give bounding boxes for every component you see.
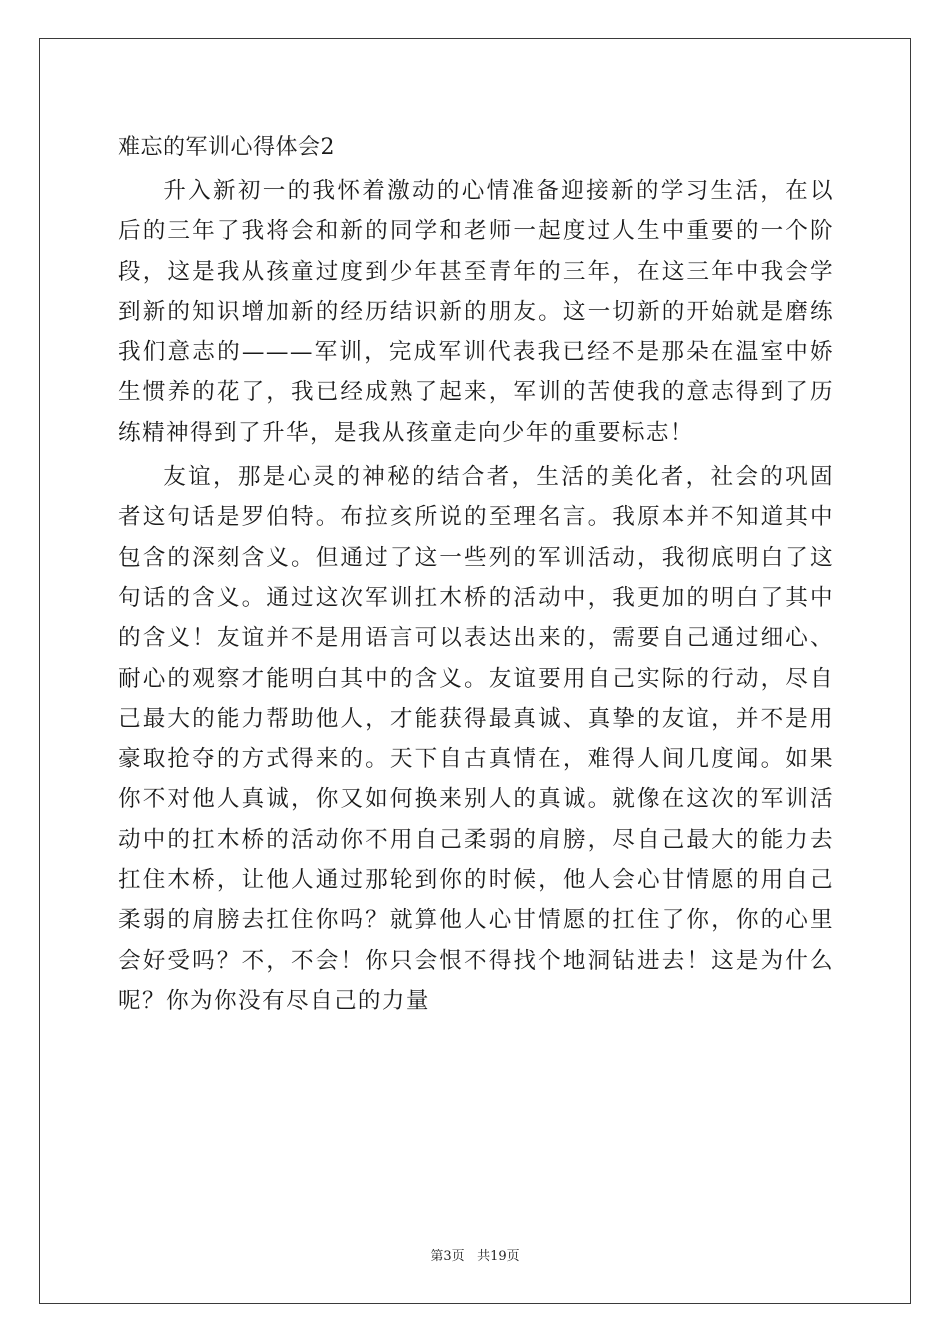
paragraph-1: 升入新初一的我怀着激动的心情准备迎接新的学习生活，在以后的三年了我将会和新的同学和老师一起度过人生中重要的一个阶段，这是我从孩童过度到少年甚至青年的三年，在这三年中我会学到新的知识增加新的经历结识新的朋友。这一切新的开始就是磨练我们意志的———军训，完成军训代表我已经不是那朵在温室中娇生惯养的花了，我已经成熟了起来，军训的苦使我的意志得到了历练精神得到了升华，是我从孩童走向少年的重要标志！	[118, 178, 834, 446]
paragraph-2: 友谊，那是心灵的神秘的结合者，生活的美化者，社会的巩固者这句话是罗伯特。布拉亥所说的至理名言。我原本并不知道其中包含的深刻含义。但通过了这一些列的军训活动，我彻底明白了这句话的含义。通过这次军训扛木桥的活动中，我更加的明白了其中的含义！友谊并不是用语言可以表达出来的，需要自己通过细心、耐心的观察才能明白其中的含义。友谊要用自己实际的行动，尽自己最大的能力帮助他人，才能获得最真诚、真挚的友谊，并不是用豪取抢夺的方式得来的。天下自古真情在，难得人间几度闻。如果你不对他人真诚，你又如何换来别人的真诚。就像在这次的军训活动中的扛木桥的活动你不用自己柔弱的肩膀，尽自己最大的能力去扛住木桥，让他人通过那轮到你的时候，他人会心甘情愿的用自己柔弱的肩膀去扛住你吗？就算他人心甘情愿的扛住了你，你的心里会好受吗？不，不会！你只会恨不得找个地洞钻进去！这是为什么呢？你为你没有尽自己的力量	[118, 464, 834, 1014]
page-number: 第3页	[430, 1249, 465, 1264]
document-body	[118, 130, 834, 1021]
page-footer	[0, 1248, 950, 1266]
total-pages: 共19页	[477, 1249, 520, 1264]
document-title: 难忘的军训心得体会2	[118, 135, 335, 160]
